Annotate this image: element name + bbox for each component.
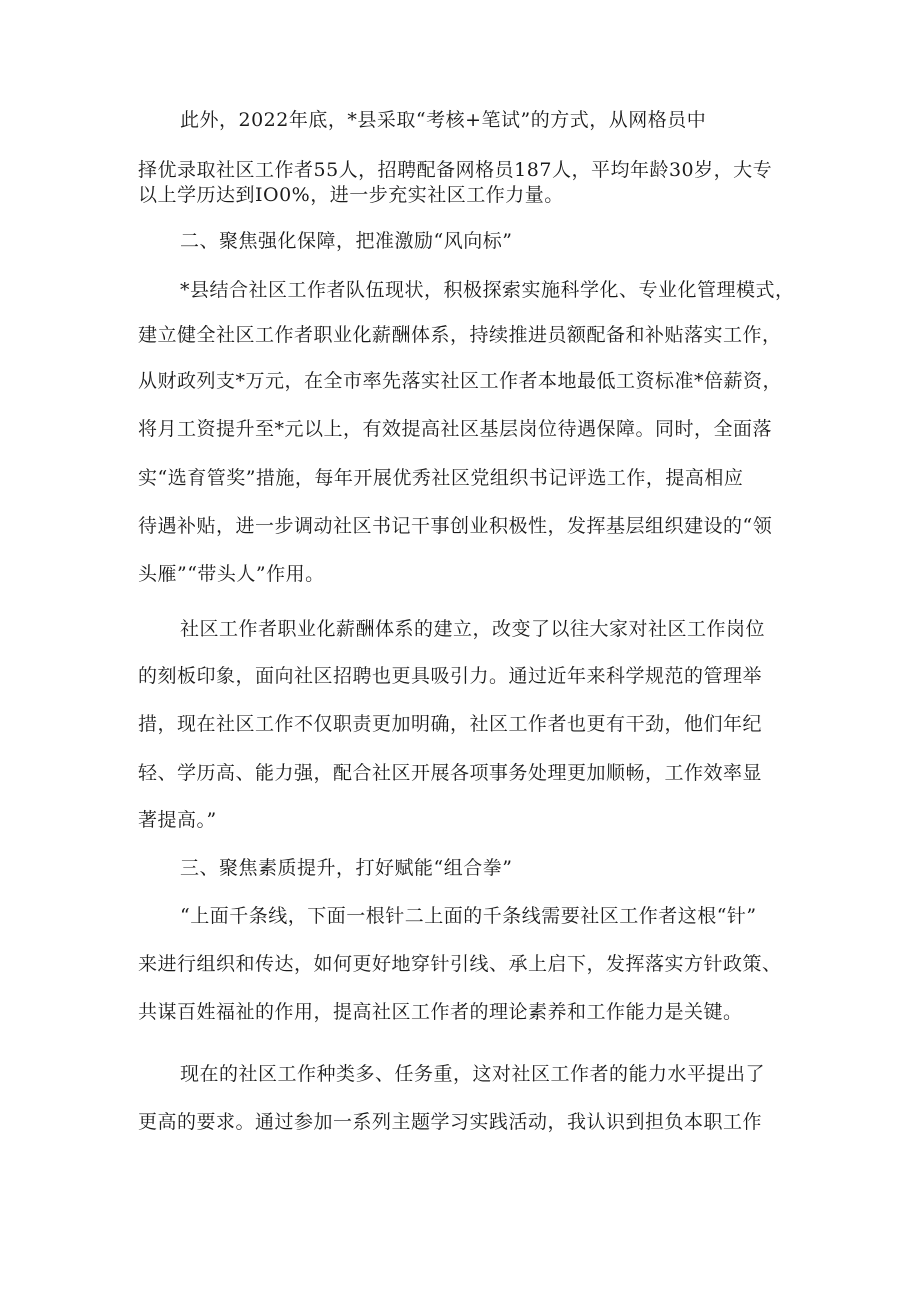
- paragraph-5-line-1: 现在的社区工作种类多、任务重，这对社区工作者的能力水平提出了: [180, 1063, 766, 1085]
- paragraph-2-line-6: 待遇补贴，进一步调动社区书记干事创业积极性，发挥基层组织建设的“领: [138, 515, 773, 537]
- section-heading-3: 三、聚焦素质提升，打好赋能“组合拳”: [180, 857, 513, 879]
- paragraph-4-line-2: 来进行组织和传达，如何更好地穿针引线、承上启下，发挥落实方针政策、: [138, 953, 782, 975]
- paragraph-2-line-1: *县结合社区工作者队伍现状，积极探索实施科学化、专业化管理模式，: [180, 279, 795, 301]
- paragraph-3-line-4: 轻、学历高、能力强，配合社区开展各项事务处理更加顺畅，工作效率显: [138, 762, 763, 784]
- paragraph-3-line-2: 的刻板印象，面向社区招聘也更具吸引力。通过近年来科学规范的管理举: [138, 665, 763, 687]
- paragraph-4-line-3: 共谋百姓福祉的作用，提高社区工作者的理论素养和工作能力是关键。: [138, 1001, 743, 1023]
- paragraph-5-line-2: 更高的要求。通过参加一系列主题学习实践活动，我认识到担负本职工作: [138, 1111, 763, 1133]
- paragraph-2-line-3: 从财政列支*万元，在全市率先落实社区工作者本地最低工资标准*倍薪资，: [138, 370, 783, 392]
- paragraph-1-line-2: 择优录取社区工作者55人，招聘配备网格员187人，平均年龄30岁，大专: [138, 159, 773, 181]
- paragraph-2-line-4: 将月工资提升至*元以上，有效提高社区基层岗位待遇保障。同时，全面落: [138, 418, 773, 440]
- paragraph-3-line-3: 措，现在社区工作不仅职责更加明确，社区工作者也更有干劲，他们年纪: [138, 713, 763, 735]
- paragraph-3-line-1: 社区工作者职业化薪酬体系的建立，改变了以往大家对社区工作岗位: [180, 618, 766, 640]
- paragraph-4-line-1: “上面千条线，下面一根针二上面的千条线需要社区工作者这根“针”: [180, 905, 757, 927]
- paragraph-3-line-5: 著提高。”: [138, 809, 217, 831]
- paragraph-1-line-3: 以上学历达到IO0%，进一步充实社区工作力量。: [138, 184, 564, 206]
- paragraph-2-line-2: 建立健全社区工作者职业化薪酬体系，持续推进员额配备和补贴落实工作，: [138, 324, 782, 346]
- paragraph-2-line-5: 实“选育管奖”措施，每年开展优秀社区党组织书记评选工作，提高相应: [138, 467, 744, 489]
- section-heading-2: 二、聚焦强化保障，把准激励“风向标”: [180, 230, 513, 252]
- paragraph-1-line-1: 此外，2022年底，*县采取“考核+笔试”的方式，从网格员中: [180, 109, 707, 131]
- paragraph-2-line-7: 头雁”“带头人”作用。: [138, 563, 325, 585]
